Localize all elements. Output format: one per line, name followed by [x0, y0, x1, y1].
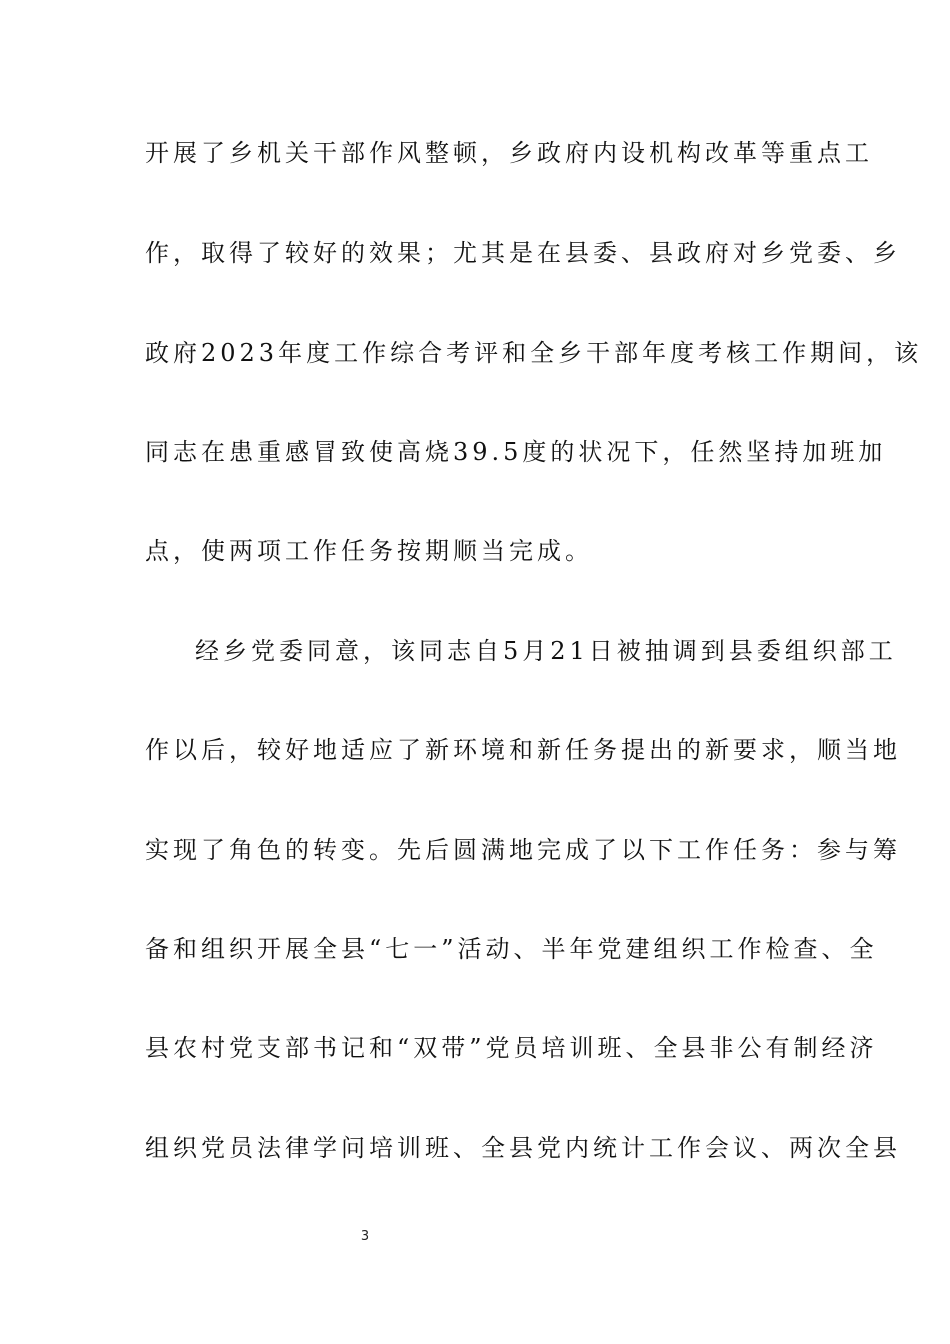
paragraph-line: 作以后，较好地适应了新环境和新任务提出的新要求，顺当地: [145, 736, 901, 764]
paragraph-line: 开展了乡机关干部作风整顿，乡政府内设机构改革等重点工: [145, 139, 873, 167]
paragraph-line: 实现了角色的转变。先后圆满地完成了以下工作任务：参与筹: [145, 836, 901, 864]
paragraph-line: 备和组织开展全县“七一”活动、半年党建组织工作检查、全: [145, 935, 878, 963]
paragraph-line: 点，使两项工作任务按期顺当完成。: [145, 537, 593, 565]
paragraph-line: 组织党员法律学问培训班、全县党内统计工作会议、两次全县: [145, 1134, 901, 1162]
paragraph-line: 县农村党支部书记和“双带”党员培训班、全县非公有制经济: [145, 1034, 878, 1062]
paragraph-line: 政府2023年度工作综合考评和全乡干部年度考核工作期间，该: [145, 339, 923, 367]
paragraph-line: 作，取得了较好的效果；尤其是在县委、县政府对乡党委、乡: [145, 239, 901, 267]
paragraph-line: 同志在患重感冒致使高烧39.5度的状况下，任然坚持加班加: [145, 438, 887, 466]
page-number: 3: [360, 1229, 370, 1244]
paragraph-line: 经乡党委同意，该同志自5月21日被抽调到县委组织部工: [195, 637, 897, 665]
